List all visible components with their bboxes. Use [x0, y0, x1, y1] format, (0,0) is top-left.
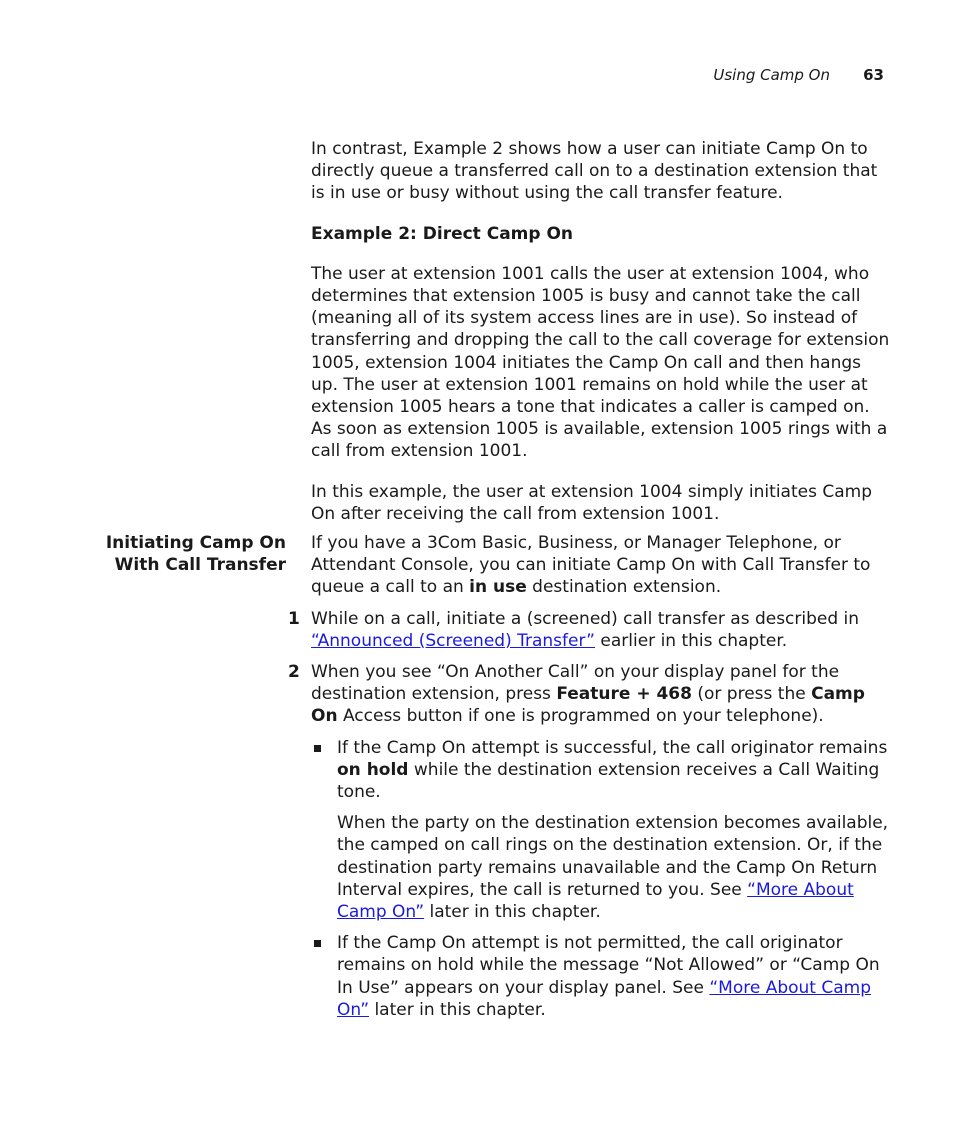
- step-text: [311, 608, 891, 652]
- step-number: 2: [288, 662, 300, 683]
- bullet-1-bold: on hold: [337, 759, 409, 780]
- bullet-square-icon: [314, 745, 321, 752]
- step-2-text-c: Access button if one is programmed on your telephone).: [337, 706, 824, 727]
- bullet-list: [337, 737, 891, 1021]
- intro-paragraph: In contrast, Example 2 shows how a user can initiate Camp On to directly queue a transferred call on to a destination extension that is in use or busy without using the call transfer feature.: [311, 139, 878, 204]
- section-heading-line1: Initiating Camp On: [105, 533, 286, 553]
- bullet-subparagraph: [337, 812, 891, 923]
- bullet-item-2: [337, 932, 891, 1021]
- more-about-camp-on-link[interactable]: “More About Camp On”: [337, 879, 854, 923]
- announced-transfer-link[interactable]: “Announced (Screened) Transfer”: [311, 630, 595, 651]
- step-text: [311, 661, 891, 728]
- step-1: [288, 608, 891, 652]
- section-heading-line2: With Call Transfer: [114, 555, 286, 576]
- step-2-bold-a: Feature + 468: [556, 684, 692, 705]
- bullet-text: [337, 737, 891, 804]
- step-2-text-a: When you see “On Another Call” on your display panel for the destination extension, press: [311, 662, 840, 705]
- page-header: [0, 66, 954, 88]
- bullet-square-icon: [314, 940, 321, 947]
- bullet-2-tail: later in this chapter.: [369, 999, 546, 1020]
- bullet-1-sub-tail: later in this chapter.: [424, 902, 601, 923]
- section-heading: [26, 532, 286, 576]
- section-intro: [311, 532, 891, 599]
- section-body: [288, 532, 891, 1030]
- main-column: [311, 138, 891, 525]
- section-intro-bold: in use: [469, 577, 527, 598]
- more-about-camp-on-link[interactable]: “More About Camp On”: [337, 977, 872, 1020]
- section-intro-tail: destination extension.: [526, 577, 722, 598]
- running-title: Using Camp On: [713, 66, 830, 84]
- bullet-2-text: If the Camp On attempt is not permitted, the call originator remains on hold while the message “Not Allowed” or “Camp On In Use” appears on your display panel. See: [337, 933, 880, 998]
- bullet-1-text-a: If the Camp On attempt is successful, the call originator remains: [337, 737, 888, 758]
- bullet-1-text-b: while the destination extension receives a Call Waiting tone.: [337, 759, 880, 803]
- step-1-text: While on a call, initiate a (screened) call transfer as described in: [311, 608, 860, 629]
- example-paragraph: The user at extension 1001 calls the user at extension 1004, who determines that extension 1005 is busy and cannot take the call (meaning all of its system access lines are in use). So instead of transferring and dropping the call to the call coverage for extension 1005, extension 1004 initiates the Camp On call and then hangs up. The user at extension 1001 remains on hold while the user at extension 1005 hears a tone that indicates a caller is camped on. As soon as extension 1005 is available, extension 1005 rings with a call from extension 1001.: [311, 263, 890, 462]
- page-number: 63: [863, 66, 884, 84]
- step-2-bold-b: Camp On: [311, 684, 865, 727]
- summary-paragraph: In this example, the user at extension 1004 simply initiates Camp On after receiving the call from extension 1001.: [311, 481, 872, 524]
- step-2-text-b: (or press the: [691, 684, 812, 705]
- example-heading: Example 2: Direct Camp On: [311, 223, 574, 244]
- bullet-item-1: [337, 737, 891, 924]
- step-2: [288, 661, 891, 728]
- step-number: 1: [288, 608, 300, 629]
- bullet-1-sub-text: When the party on the destination extension becomes available, the camped on call rings on the destination extension. Or, if the destination party remains unavailable and the Camp On Return Interval expires, the call is returned to you. See: [337, 813, 889, 900]
- bullet-text: [337, 932, 891, 1021]
- step-1-tail: earlier in this chapter.: [595, 630, 788, 651]
- section-intro-text: If you have a 3Com Basic, Business, or Manager Telephone, or Attendant Console, you can initiate Camp On with Call Transfer to queue a call to an: [311, 533, 871, 598]
